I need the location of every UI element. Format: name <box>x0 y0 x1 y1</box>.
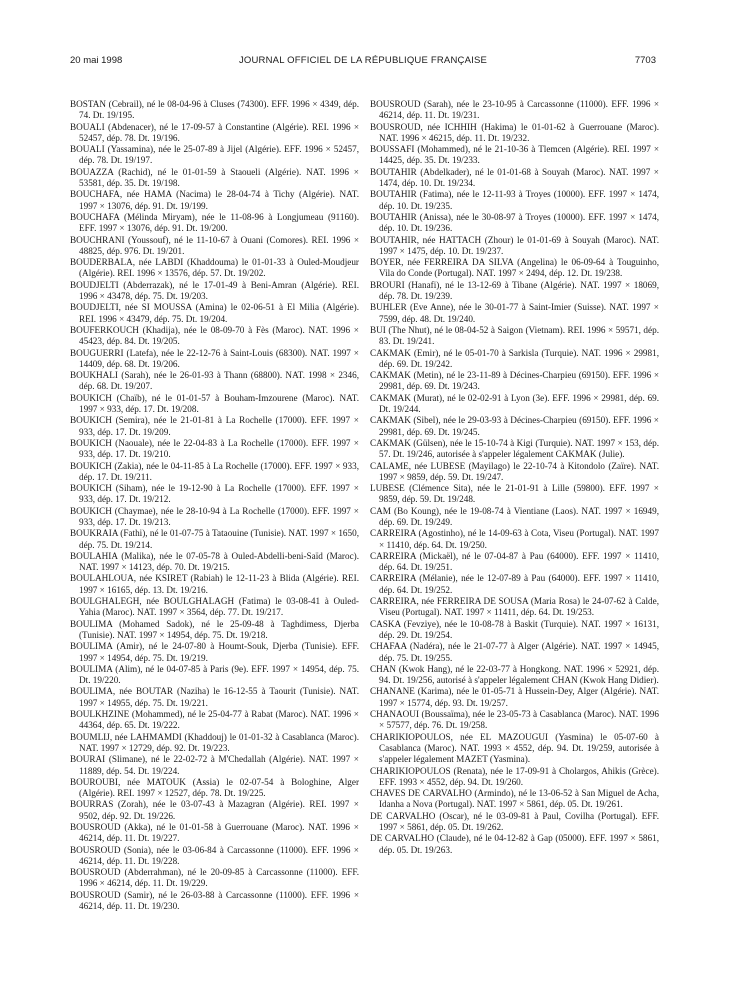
naturalization-entry: DE CARVALHO (Oscar), né le 03-09-81 à Paul, Covilha (Portugal). EFF. 1997 × 5861, dép. 05. Dt. 19/262. <box>370 810 659 832</box>
naturalization-entry: CHARIKIOPOULOS (Renata), née le 17-09-91 à Cholargos, Ahikis (Grèce). EFF. 1993 × 4552, dép. 94. Dt. 19/260. <box>370 765 659 787</box>
naturalization-entry: BOUSROUD (Sarah), née le 23-10-95 à Carcassonne (11000). EFF. 1996 × 46214, dép. 11. Dt. 19/231. <box>370 99 659 121</box>
naturalization-entry: CARREIRA, née FERREIRA DE SOUSA (Maria Rosa) le 24-07-62 à Calde, Viseu (Portugal). NAT. 1997 × 11411, dép. 64. Dt. 19/253. <box>370 596 659 618</box>
naturalization-entry: CARREIRA (Mickaël), né le 07-04-87 à Pau (64000). EFF. 1997 × 11410, dép. 64. Dt. 19/251. <box>370 550 659 573</box>
naturalization-entry: BOUALI (Abdenacer), né le 17-09-57 à Constantine (Algérie). REI. 1996 × 52457, dép. 78. Dt. 19/196. <box>70 121 359 143</box>
naturalization-entry: CHANAOUI (Boussaïma), née le 23-05-73 à Casablanca (Maroc). NAT. 1996 × 57577, dép. 76. Dt. 19/258. <box>370 709 659 731</box>
naturalization-entry: BOUDJELTI, née SI MOUSSA (Amina) le 02-06-51 à El Milia (Algérie). REI. 1996 × 43479, dép. 75. Dt. 19/204. <box>70 302 359 324</box>
naturalization-entry: BOULIMA (Amir), né le 24-07-80 à Houmt-Souk, Djerba (Tunisie). EFF. 1997 × 14954, dép. 75. Dt. 19/219. <box>70 641 359 663</box>
naturalization-entry: CHAVES DE CARVALHO (Armindo), né le 13-06-52 à San Miguel de Acha, Idanha a Nova (Portugal). NAT. 1997 × 5861, dép. 05. Dt. 19/261. <box>370 788 659 810</box>
naturalization-entry: BOUSSAFI (Mohammed), né le 21-10-36 à Tlemcen (Algérie). REI. 1997 × 14425, dép. 35. Dt. 19/233. <box>370 144 659 166</box>
naturalization-entry: CALAME, née LUBESE (Mayilago) le 22-10-74 à Kitondolo (Zaïre). NAT. 1997 × 9859, dép. 59. Dt. 19/247. <box>370 460 659 482</box>
naturalization-entry: BOUSROUD (Akka), né le 01-01-58 à Guerrouane (Maroc). NAT. 1996 × 46214, dép. 11. Dt. 19/227. <box>70 822 359 844</box>
naturalization-entry: BOUDERBALA, née LABDI (Khaddouma) le 01-01-33 à Ouled-Moudjeur (Algérie). REI. 1996 × 13576, dép. 57. Dt. 19/202. <box>70 257 359 279</box>
issue-date: 20 mai 1998 <box>70 55 123 66</box>
naturalization-entry: BOUCHAFA, née HAMA (Nacima) le 28-04-74 à Tichy (Algérie). NAT. 1997 × 13076, dép. 91. Dt. 19/199. <box>70 189 359 211</box>
naturalization-entry: DE CARVALHO (Claude), né le 04-12-82 à Gap (05000). EFF. 1997 × 5861, dép. 05. Dt. 19/263. <box>370 833 659 855</box>
naturalization-entry: CAKMAK (Gülsen), née le 15-10-74 à Kigi (Turquie). NAT. 1997 × 153, dép. 57. Dt. 19/246, autorisée à s'appeler légalement CAKMAK (Julie). <box>370 437 659 460</box>
naturalization-entry: BOUKICH (Chaymae), née le 28-10-94 à La Rochelle (17000). EFF. 1997 × 933, dép. 17. Dt. 19/213. <box>70 505 359 527</box>
naturalization-entry: BOULIMA (Mohamed Sadok), né le 25-09-48 à Taghdimess, Djerba (Tunisie). NAT. 1997 × 14954, dép. 75. Dt. 19/218. <box>70 618 359 640</box>
naturalization-entry: BOUROUBI, née MATOUK (Assia) le 02-07-54 à Bologhine, Alger (Algérie). REI. 1997 × 12527, dép. 78. Dt. 19/225. <box>70 776 359 799</box>
naturalization-entry: BOUTAHIR, née HATTACH (Zhour) le 01-01-69 à Souyah (Maroc). NAT. 1997 × 1475, dép. 10. Dt. 19/237. <box>370 234 659 256</box>
left-column <box>70 99 359 912</box>
naturalization-entry: BOULIMA, née BOUTAR (Naziha) le 16-12-55 à Taourit (Tunisie). NAT. 1997 × 14955, dép. 75. Dt. 19/221. <box>70 686 359 708</box>
naturalization-entry: BOUTAHIR (Abdelkader), né le 01-01-68 à Souyah (Maroc). NAT. 1997 × 1474, dép. 10. Dt. 19/234. <box>370 166 659 189</box>
naturalization-entry: BOSTAN (Cebrail), né le 08-04-96 à Cluses (74300). EFF. 1996 × 4349, dép. 74. Dt. 19/195. <box>70 99 359 121</box>
naturalization-entry: BOUKRAIA (Fathi), né le 01-07-75 à Tataouine (Tunisie). NAT. 1997 × 1650, dép. 75. Dt. 19/214. <box>70 528 359 550</box>
naturalization-entry: CAKMAK (Murat), né le 02-02-91 à Lyon (3e). EFF. 1996 × 29981, dép. 69. Dt. 19/244. <box>370 392 659 415</box>
naturalization-entry: BOUKICH (Naouale), née le 22-04-83 à La Rochelle (17000). EFF. 1997 × 933, dép. 17. Dt. 19/210. <box>70 437 359 460</box>
naturalization-entry: CHAN (Kwok Hang), né le 22-03-77 à Hongkong. NAT. 1996 × 52921, dép. 94. Dt. 19/256, autorisé à s'appeler légalement CHAN (Kwok Hang Didier). <box>370 663 659 686</box>
naturalization-entry: BOUSROUD (Sonia), née le 03-06-84 à Carcassonne (11000). EFF. 1996 × 46214, dép. 11. Dt. 19/228. <box>70 844 359 866</box>
naturalization-entry: BOULKHZINE (Mohammed), né le 25-04-77 à Rabat (Maroc). NAT. 1996 × 44364, dép. 65. Dt. 19/222. <box>70 709 359 731</box>
naturalization-entry: CAKMAK (Emir), né le 05-01-70 à Sarkisla (Turquie). NAT. 1996 × 29981, dép. 69. Dt. 19/242. <box>370 347 659 369</box>
naturalization-entry: BOUKHALI (Sarah), née le 26-01-93 à Thann (68800). NAT. 1998 × 2346, dép. 68. Dt. 19/207. <box>70 370 359 392</box>
naturalization-entry: CAKMAK (Metin), né le 23-11-89 à Décines-Charpieu (69150). EFF. 1996 × 29981, dép. 69. Dt. 19/243. <box>370 370 659 392</box>
naturalization-entry: BUI (The Nhut), né le 08-04-52 à Saigon (Vietnam). REI. 1996 × 59571, dép. 83. Dt. 19/241. <box>370 324 659 347</box>
naturalization-entry: BOUSROUD (Samir), né le 26-03-88 à Carcassonne (11000). EFF. 1996 × 46214, dép. 11. Dt. 19/230. <box>70 889 359 912</box>
naturalization-entry: BOUTAHIR (Fatima), née le 12-11-93 à Troyes (10000). EFF. 1997 × 1474, dép. 10. Dt. 19/235. <box>370 189 659 211</box>
naturalization-entry: BOUKICH (Semira), née le 21-01-81 à La Rochelle (17000). EFF. 1997 × 933, dép. 17. Dt. 19/209. <box>70 415 359 437</box>
naturalization-entry: BOULAHIA (Malika), née le 07-05-78 à Ouled-Abdelli-beni-Saïd (Maroc). NAT. 1997 × 14123, dép. 70. Dt. 19/215. <box>70 550 359 573</box>
naturalization-entry: BOUKICH (Chaïb), né le 01-01-57 à Bouham-Imzourene (Maroc). NAT. 1997 × 933, dép. 17. Dt. 19/208. <box>70 392 359 415</box>
naturalization-entry: CAKMAK (Sibel), née le 29-03-93 à Décines-Charpieu (69150). EFF. 1996 × 29981, dép. 69. Dt. 19/245. <box>370 415 659 437</box>
journal-title: JOURNAL OFFICIEL DE LA RÉPUBLIQUE FRANÇAISE <box>238 55 488 66</box>
naturalization-entry: CARREIRA (Mélanie), née le 12-07-89 à Pau (64000). EFF. 1997 × 11410, dép. 64. Dt. 19/252. <box>370 573 659 595</box>
naturalization-entry: BOUGUERRI (Latefa), née le 22-12-76 à Saint-Louis (68300). NAT. 1997 × 14409, dép. 68. Dt. 19/206. <box>70 347 359 369</box>
naturalization-entry: CAM (Bo Koung), née le 19-08-74 à Vientiane (Laos). NAT. 1997 × 16949, dép. 69. Dt. 19/249. <box>370 505 659 527</box>
naturalization-entry: BOULAHLOUA, née KSIRET (Rabiah) le 12-11-23 à Blida (Algérie). REI. 1997 × 16165, dép. 13. Dt. 19/216. <box>70 573 359 595</box>
naturalization-entry: CHARIKIOPOULOS, née EL MAZOUGUI (Yasmina) le 05-07-60 à Casablanca (Maroc). NAT. 1993 × 4552, dép. 94. Dt. 19/259, autorisée à s'appeler légalement MAZET (Yasmina). <box>370 731 659 765</box>
naturalization-entry: BOUKICH (Siham), née le 19-12-90 à La Rochelle (17000). EFF. 1997 × 933, dép. 17. Dt. 19/212. <box>70 483 359 505</box>
naturalization-entry: BOYER, née FERREIRA DA SILVA (Angelina) le 06-09-64 à Touguinho, Vila do Conde (Portugal). NAT. 1997 × 2494, dép. 12. Dt. 19/238. <box>370 257 659 279</box>
naturalization-entry: BOUSROUD (Abderrahman), né le 20-09-85 à Carcassonne (11000). EFF. 1996 × 46214, dép. 11. Dt. 19/229. <box>70 867 359 889</box>
naturalization-entry: CHAFAA (Nadéra), née le 21-07-77 à Alger (Algérie). NAT. 1997 × 14945, dép. 75. Dt. 19/255. <box>370 641 659 663</box>
naturalization-entry: CHANANE (Karima), née le 01-05-71 à Hussein-Dey, Alger (Algérie). NAT. 1997 × 15774, dép. 93. Dt. 19/257. <box>370 686 659 708</box>
naturalization-entry: BUHLER (Eve Anne), née le 30-01-77 à Saint-Imier (Suisse). NAT. 1997 × 7599, dép. 48. Dt. 19/240. <box>370 302 659 324</box>
naturalization-entry: CASKA (Fevziye), née le 10-08-78 à Baskit (Turquie). NAT. 1997 × 16131, dép. 29. Dt. 19/254. <box>370 618 659 640</box>
naturalization-entry: BOUDJELTI (Abderrazak), né le 17-01-49 à Beni-Amran (Algérie). REI. 1996 × 43478, dép. 75. Dt. 19/203. <box>70 279 359 302</box>
right-column <box>370 99 659 856</box>
naturalization-entry: BOUCHRANI (Youssouf), né le 11-10-67 à Ouani (Comores). REI. 1996 × 48825, dép. 976. Dt. 19/201. <box>70 234 359 256</box>
naturalization-entry: BOUKICH (Zakia), née le 04-11-85 à La Rochelle (17000). EFF. 1997 × 933, dép. 17. Dt. 19/211. <box>70 460 359 482</box>
naturalization-entry: BOUTAHIR (Anissa), née le 30-08-97 à Troyes (10000). EFF. 1997 × 1474, dép. 10. Dt. 19/236. <box>370 211 659 234</box>
page-header <box>70 55 656 69</box>
naturalization-entry: BOUAZZA (Rachid), né le 01-01-59 à Staoueli (Algérie). NAT. 1996 × 53581, dép. 35. Dt. 19/198. <box>70 166 359 189</box>
naturalization-entry: BROURI (Hanafi), né le 13-12-69 à Tibane (Algérie). NAT. 1997 × 18069, dép. 78. Dt. 19/239. <box>370 279 659 302</box>
naturalization-entry: LUBESE (Clémence Sita), née le 21-01-91 à Lille (59800). EFF. 1997 × 9859, dép. 59. Dt. 19/248. <box>370 483 659 505</box>
page-number: 7703 <box>634 55 656 66</box>
naturalization-entry: BOULIMA (Alim), né le 04-07-85 à Paris (9e). EFF. 1997 × 14954, dép. 75. Dt. 19/220. <box>70 663 359 686</box>
naturalization-entry: BOUFERKOUCH (Khadija), née le 08-09-70 à Fès (Maroc). NAT. 1996 × 45423, dép. 84. Dt. 19/205. <box>70 324 359 347</box>
naturalization-entry: BOUALI (Yassamina), née le 25-07-89 à Jijel (Algérie). EFF. 1996 × 52457, dép. 78. Dt. 19/197. <box>70 144 359 166</box>
naturalization-entry: BOURRAS (Zorah), née le 03-07-43 à Mazagran (Algérie). REI. 1997 × 9502, dép. 92. Dt. 19/226. <box>70 799 359 821</box>
naturalization-entry: BOUCHAFA (Mélinda Miryam), née le 11-08-96 à Longjumeau (91160). EFF. 1997 × 13076, dép. 91. Dt. 19/200. <box>70 211 359 234</box>
naturalization-entry: BOUSROUD, née ICHHIH (Hakima) le 01-01-62 à Guerrouane (Maroc). NAT. 1996 × 46215, dép. 11. Dt. 19/232. <box>370 121 659 143</box>
naturalization-entry: BOUMLIJ, née LAHMAMDI (Khaddouj) le 01-01-32 à Casablanca (Maroc). NAT. 1997 × 12729, dép. 92. Dt. 19/223. <box>70 731 359 753</box>
naturalization-entry: BOURAI (Slimane), né le 22-02-72 à M'Chedallah (Algérie). NAT. 1997 × 11889, dép. 54. Dt. 19/224. <box>70 754 359 776</box>
naturalization-entry: BOULGHALEGH, née BOULGHALAGH (Fatima) le 03-08-41 à Ouled-Yahia (Maroc). NAT. 1997 × 3564, dép. 77. Dt. 19/217. <box>70 596 359 618</box>
naturalization-entry: CARREIRA (Agostinho), né le 14-09-63 à Cota, Viseu (Portugal). NAT. 1997 × 11410, dép. 64. Dt. 19/250. <box>370 528 659 550</box>
